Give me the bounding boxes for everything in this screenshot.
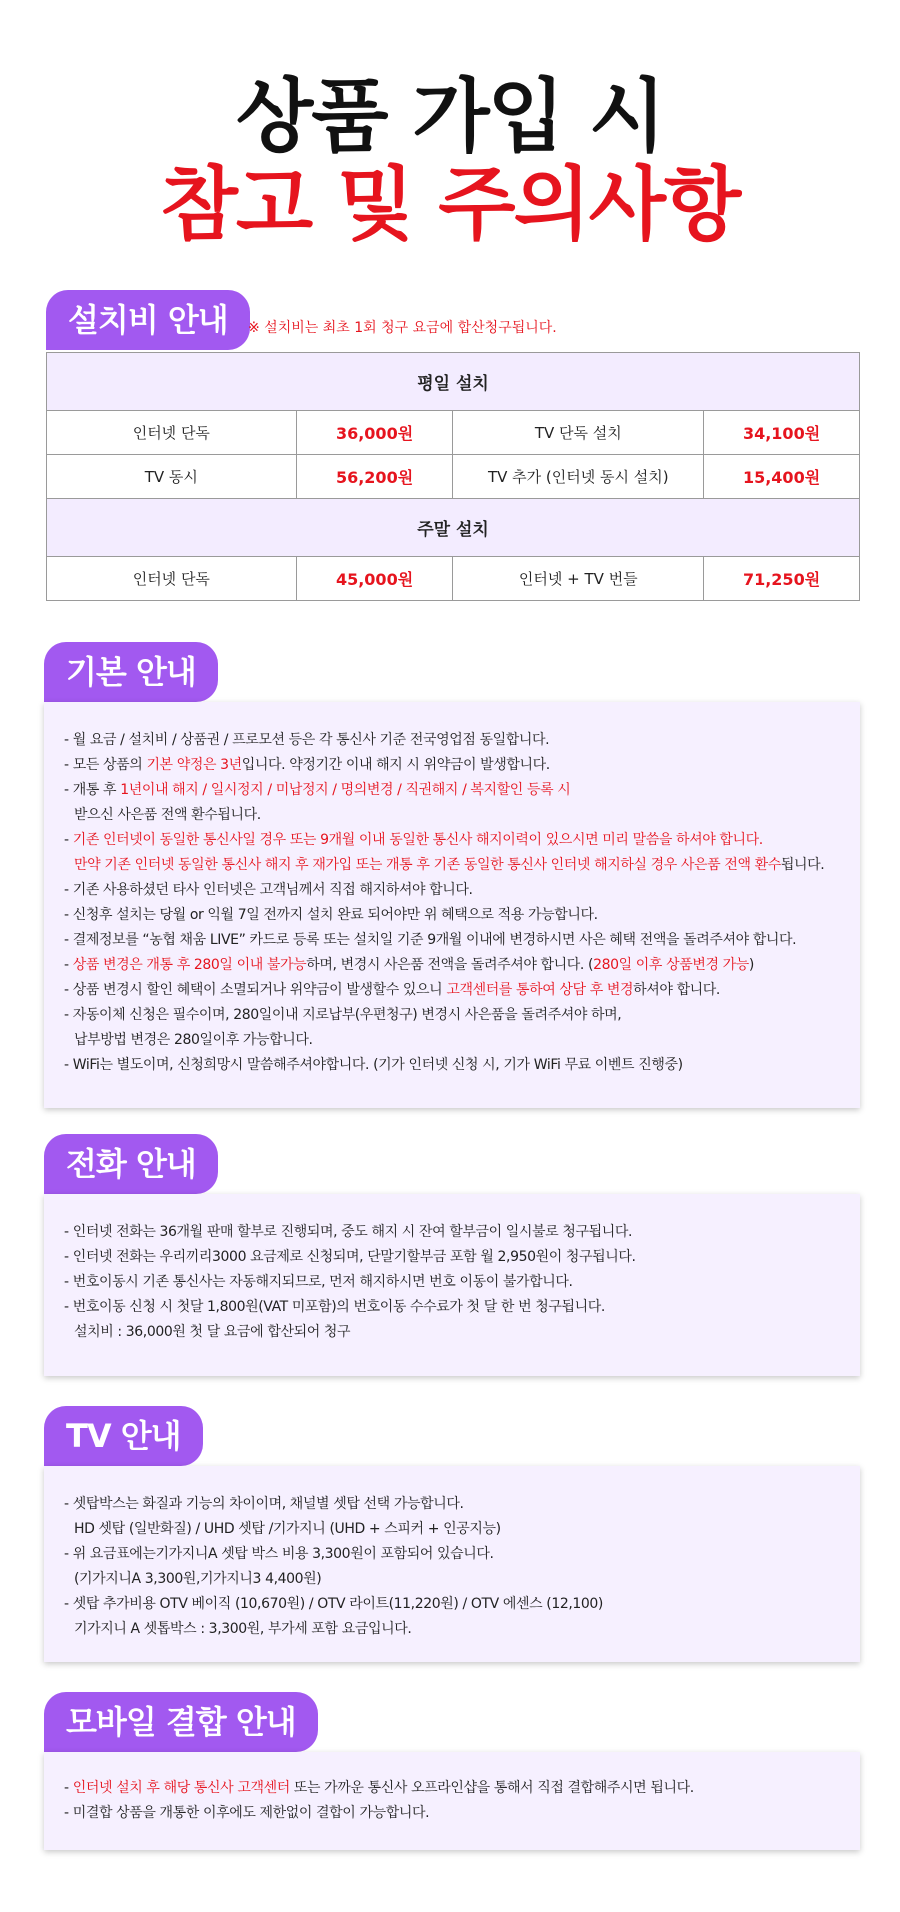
phone-line-4-cont: 설치비 : 36,000원 첫 달 요금에 합산되어 청구: [74, 1324, 351, 1340]
basic-line-4-cont: 만약 기존 인터넷 동일한 통신사 해지 후 재가입 또는 개통 후 기존 동일한 통신사 인터넷 해지하실 경우 사은품 전액 환수됩니다.: [74, 857, 825, 873]
mobile-line-1: - 인터넷 설치 후 해당 통신사 고객센터 또는 가까운 통신사 오프라인샵을 통해서 직접 결합해주시면 됩니다.: [64, 1780, 694, 1796]
basic-line-3-cont: 받으신 사은품 전액 환수됩니다.: [74, 807, 261, 823]
fee-price: 56,200원: [296, 455, 453, 499]
basic-tab: 기본 안내: [44, 642, 218, 702]
install-tab: 설치비 안내: [46, 290, 250, 350]
fee-label: 인터넷 단독: [47, 411, 297, 455]
table-row: [47, 557, 860, 601]
tv-tab: TV 안내: [44, 1406, 203, 1466]
tv-line-3-cont: 기가지니 A 셋톱박스 : 3,300원, 부가세 포함 요금입니다.: [74, 1621, 412, 1637]
basic-line-4: - 기존 인터넷이 동일한 통신사일 경우 또는 9개월 이내 동일한 통신사 해지이력이 있으시면 미리 말씀을 하셔야 합니다.: [64, 832, 763, 848]
mobile-tab: 모바일 결합 안내: [44, 1692, 318, 1752]
tv-line-2-cont: (기가지니A 3,300원,기가지니3 4,400원): [74, 1571, 322, 1587]
mobile-line-2: - 미결합 상품을 개통한 이후에도 제한없이 결합이 가능합니다.: [64, 1805, 430, 1821]
tv-line-1: - 셋탑박스는 화질과 기능의 차이이며, 채널별 셋탑 선택 가능합니다.: [64, 1496, 464, 1512]
phone-line-1: - 인터넷 전화는 36개월 판매 할부로 진행되며, 중도 해지 시 잔여 할부금이 일시불로 청구됩니다.: [64, 1224, 633, 1240]
phone-line-2: - 인터넷 전화는 우리끼리3000 요금제로 신청되며, 단말기할부금 포함 월 2,950원이 청구됩니다.: [64, 1249, 636, 1265]
basic-line-2: - 모든 상품의 기본 약정은 3년입니다. 약정기간 이내 해지 시 위약금이 발생합니다.: [64, 757, 550, 773]
tv-line-2: - 위 요금표에는기가지니A 셋탑 박스 비용 3,300원이 포함되어 있습니다.: [64, 1546, 494, 1562]
basic-line-3: - 개통 후 1년이내 해지 / 일시정지 / 미납정지 / 명의변경 / 직권해지 / 복지할인 등록 시: [64, 782, 571, 798]
fee-price: 45,000원: [296, 557, 453, 601]
fee-price: 36,000원: [296, 411, 453, 455]
phone-line-3: - 번호이동시 기존 통신사는 자동해지되므로, 먼저 해지하시면 번호 이동이 불가합니다.: [64, 1274, 573, 1290]
basic-line-10: - 자동이체 신청은 필수이며, 280일이내 지로납부(우편청구) 변경시 사은품을 돌려주셔야 하며,: [64, 1007, 622, 1023]
fee-label: 인터넷 단독: [47, 557, 297, 601]
basic-line-11: - WiFi는 별도이며, 신청희망시 말씀해주셔야합니다. (기가 인터넷 신청 시, 기가 WiFi 무료 이벤트 진행중): [64, 1057, 683, 1073]
fee-label: 인터넷 + TV 번들: [453, 557, 704, 601]
fee-label: TV 단독 설치: [453, 411, 704, 455]
tv-line-3: - 셋탑 추가비용 OTV 베이직 (10,670원) / OTV 라이트(11,220원) / OTV 에센스 (12,100): [64, 1596, 603, 1612]
page-subtitle: 참고 및 주의사항: [160, 158, 740, 251]
fee-label: TV 동시: [47, 455, 297, 499]
mobile-info-box: [44, 1752, 860, 1850]
page-title: 상품 가입 시: [235, 70, 665, 163]
fee-label: TV 추가 (인터넷 동시 설치): [453, 455, 704, 499]
basic-info-box: [44, 702, 860, 1108]
fee-price: 71,250원: [704, 557, 860, 601]
tv-info-box: [44, 1466, 860, 1662]
phone-info-box: [44, 1194, 860, 1376]
install-fee-table: [46, 352, 860, 601]
basic-line-9: - 상품 변경시 할인 혜택이 소멸되거나 위약금이 발생할수 있으니 고객센터를 통하여 상담 후 변경하셔야 합니다.: [64, 982, 720, 998]
basic-line-6: - 신청후 설치는 당월 or 익월 7일 전까지 설치 완료 되어야만 위 혜택으로 적용 가능합니다.: [64, 907, 598, 923]
basic-line-1: - 월 요금 / 설치비 / 상품권 / 프로모션 등은 각 통신사 기준 전국영업점 동일합니다.: [64, 732, 550, 748]
phone-tab: 전화 안내: [44, 1134, 218, 1194]
weekday-header: 평일 설치: [47, 353, 860, 411]
basic-line-7: - 결제정보를 “농협 채움 LIVE” 카드로 등록 또는 설치일 기준 9개월 이내에 변경하시면 사은 혜택 전액을 돌려주셔야 합니다.: [64, 932, 797, 948]
table-row: [47, 411, 860, 455]
fee-price: 15,400원: [704, 455, 860, 499]
weekend-header: 주말 설치: [47, 499, 860, 557]
phone-line-4: - 번호이동 신청 시 첫달 1,800원(VAT 미포함)의 번호이동 수수료가 첫 달 한 번 청구됩니다.: [64, 1299, 605, 1315]
weekday-header-row: [47, 353, 860, 411]
basic-line-8: - 상품 변경은 개통 후 280일 이내 불가능하며, 변경시 사은품 전액을 돌려주셔야 합니다. (280일 이후 상품변경 가능): [64, 957, 754, 973]
install-note: ※ 설치비는 최초 1회 청구 요금에 합산청구됩니다.: [248, 320, 557, 336]
basic-line-5: - 기존 사용하셨던 타사 인터넷은 고객님께서 직접 해지하셔야 합니다.: [64, 882, 473, 898]
basic-line-10-cont: 납부방법 변경은 280일이후 가능합니다.: [74, 1032, 313, 1048]
tv-line-1-cont: HD 셋탑 (일반화질) / UHD 셋탑 /기가지니 (UHD + 스피커 + 인공지능): [74, 1521, 501, 1537]
weekend-header-row: [47, 499, 860, 557]
fee-price: 34,100원: [704, 411, 860, 455]
table-row: [47, 455, 860, 499]
